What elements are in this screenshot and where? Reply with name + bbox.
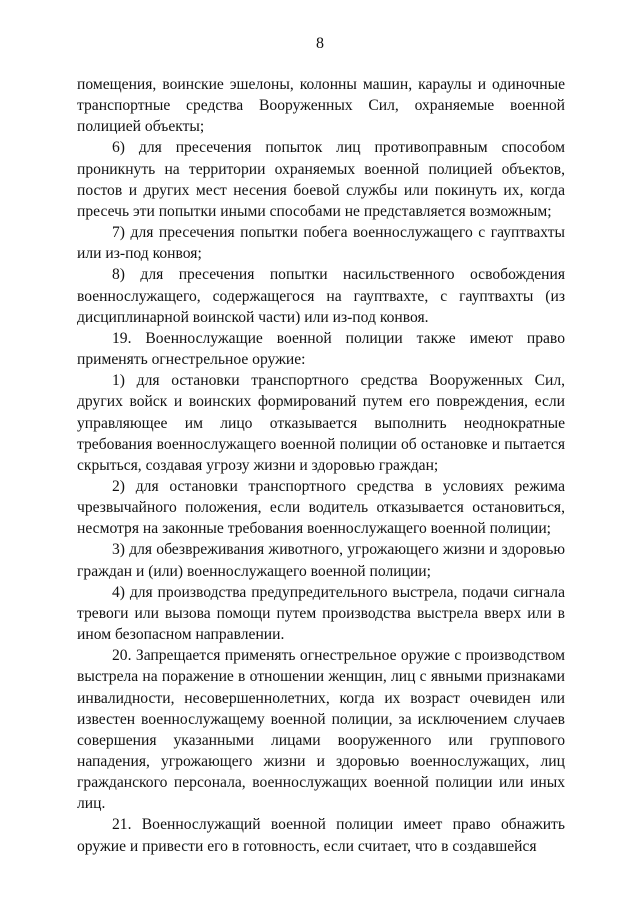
paragraph-section-21: 21. Военнослужащий военной полиции имеет право обнажить оружие и привести его в готовность, если считает, что в создавшейся	[77, 816, 565, 855]
paragraph-item-6: 6) для пресечения попыток лиц противоправным способом проникнуть на территории охраняемых военной полицией объектов, постов и других мест несения боевой службы или покинуть их, когда пресечь эти попытки иными способами не представляется возможным;	[77, 139, 565, 220]
paragraph-continuation: помещения, воинские эшелоны, колонны машин, караулы и одиночные транспортные средства Вооруженных Сил, охраняемые военной полицией объекты;	[77, 76, 565, 136]
page-number: 8	[316, 35, 324, 52]
paragraph-19-item-4: 4) для производства предупредительного выстрела, подачи сигнала тревоги или вызова помощи путем производства выстрела вверх или в ином безопасном направлении.	[77, 583, 565, 644]
paragraph-section-20: 20. Запрещается применять огнестрельное оружие с производством выстрела на поражение в отношении женщин, лиц с явными признаками инвалидности, несовершеннолетних, когда их возраст очевиден или известен военнослужащему военной полиции, за исключением случаев совершения указанными лицами вооруженного или группового нападения, угрожающего жизни и здоровью военнослужащих, лиц гражданского персонала, военнослужащих военной полиции или иных лиц.	[77, 647, 565, 813]
paragraph-section-19: 19. Военнослужащие военной полиции также имеют право применять огнестрельное оружие:	[77, 329, 565, 369]
paragraph-19-item-2: 2) для остановки транспортного средства в условиях режима чрезвычайного положения, если водитель отказывается остановиться, несмотря на законные требования военнослужащего военной полиции;	[77, 477, 565, 538]
paragraph-item-7: 7) для пресечения попытки побега военнослужащего с гауптвахты или из-под конвоя;	[77, 224, 565, 263]
paragraph-item-8: 8) для пресечения попытки насильственного освобождения военнослужащего, содержащегося на гауптвахте, с гауптвахты (из дисциплинарной воинской части) или из-под конвоя.	[77, 266, 565, 326]
document-body	[77, 74, 565, 857]
paragraph-19-item-3: 3) для обезвреживания животного, угрожающего жизни и здоровью граждан и (или) военнослужащего военной полиции;	[77, 541, 565, 580]
paragraph-19-item-1: 1) для остановки транспортного средства Вооруженных Сил, других войск и воинских формирований путем его повреждения, если управляющее им лицо отказывается выполнить неоднократные требования военнослужащего военной полиции об остановке и пытается скрыться, создавая угрозу жизни и здоровью граждан;	[77, 372, 565, 474]
